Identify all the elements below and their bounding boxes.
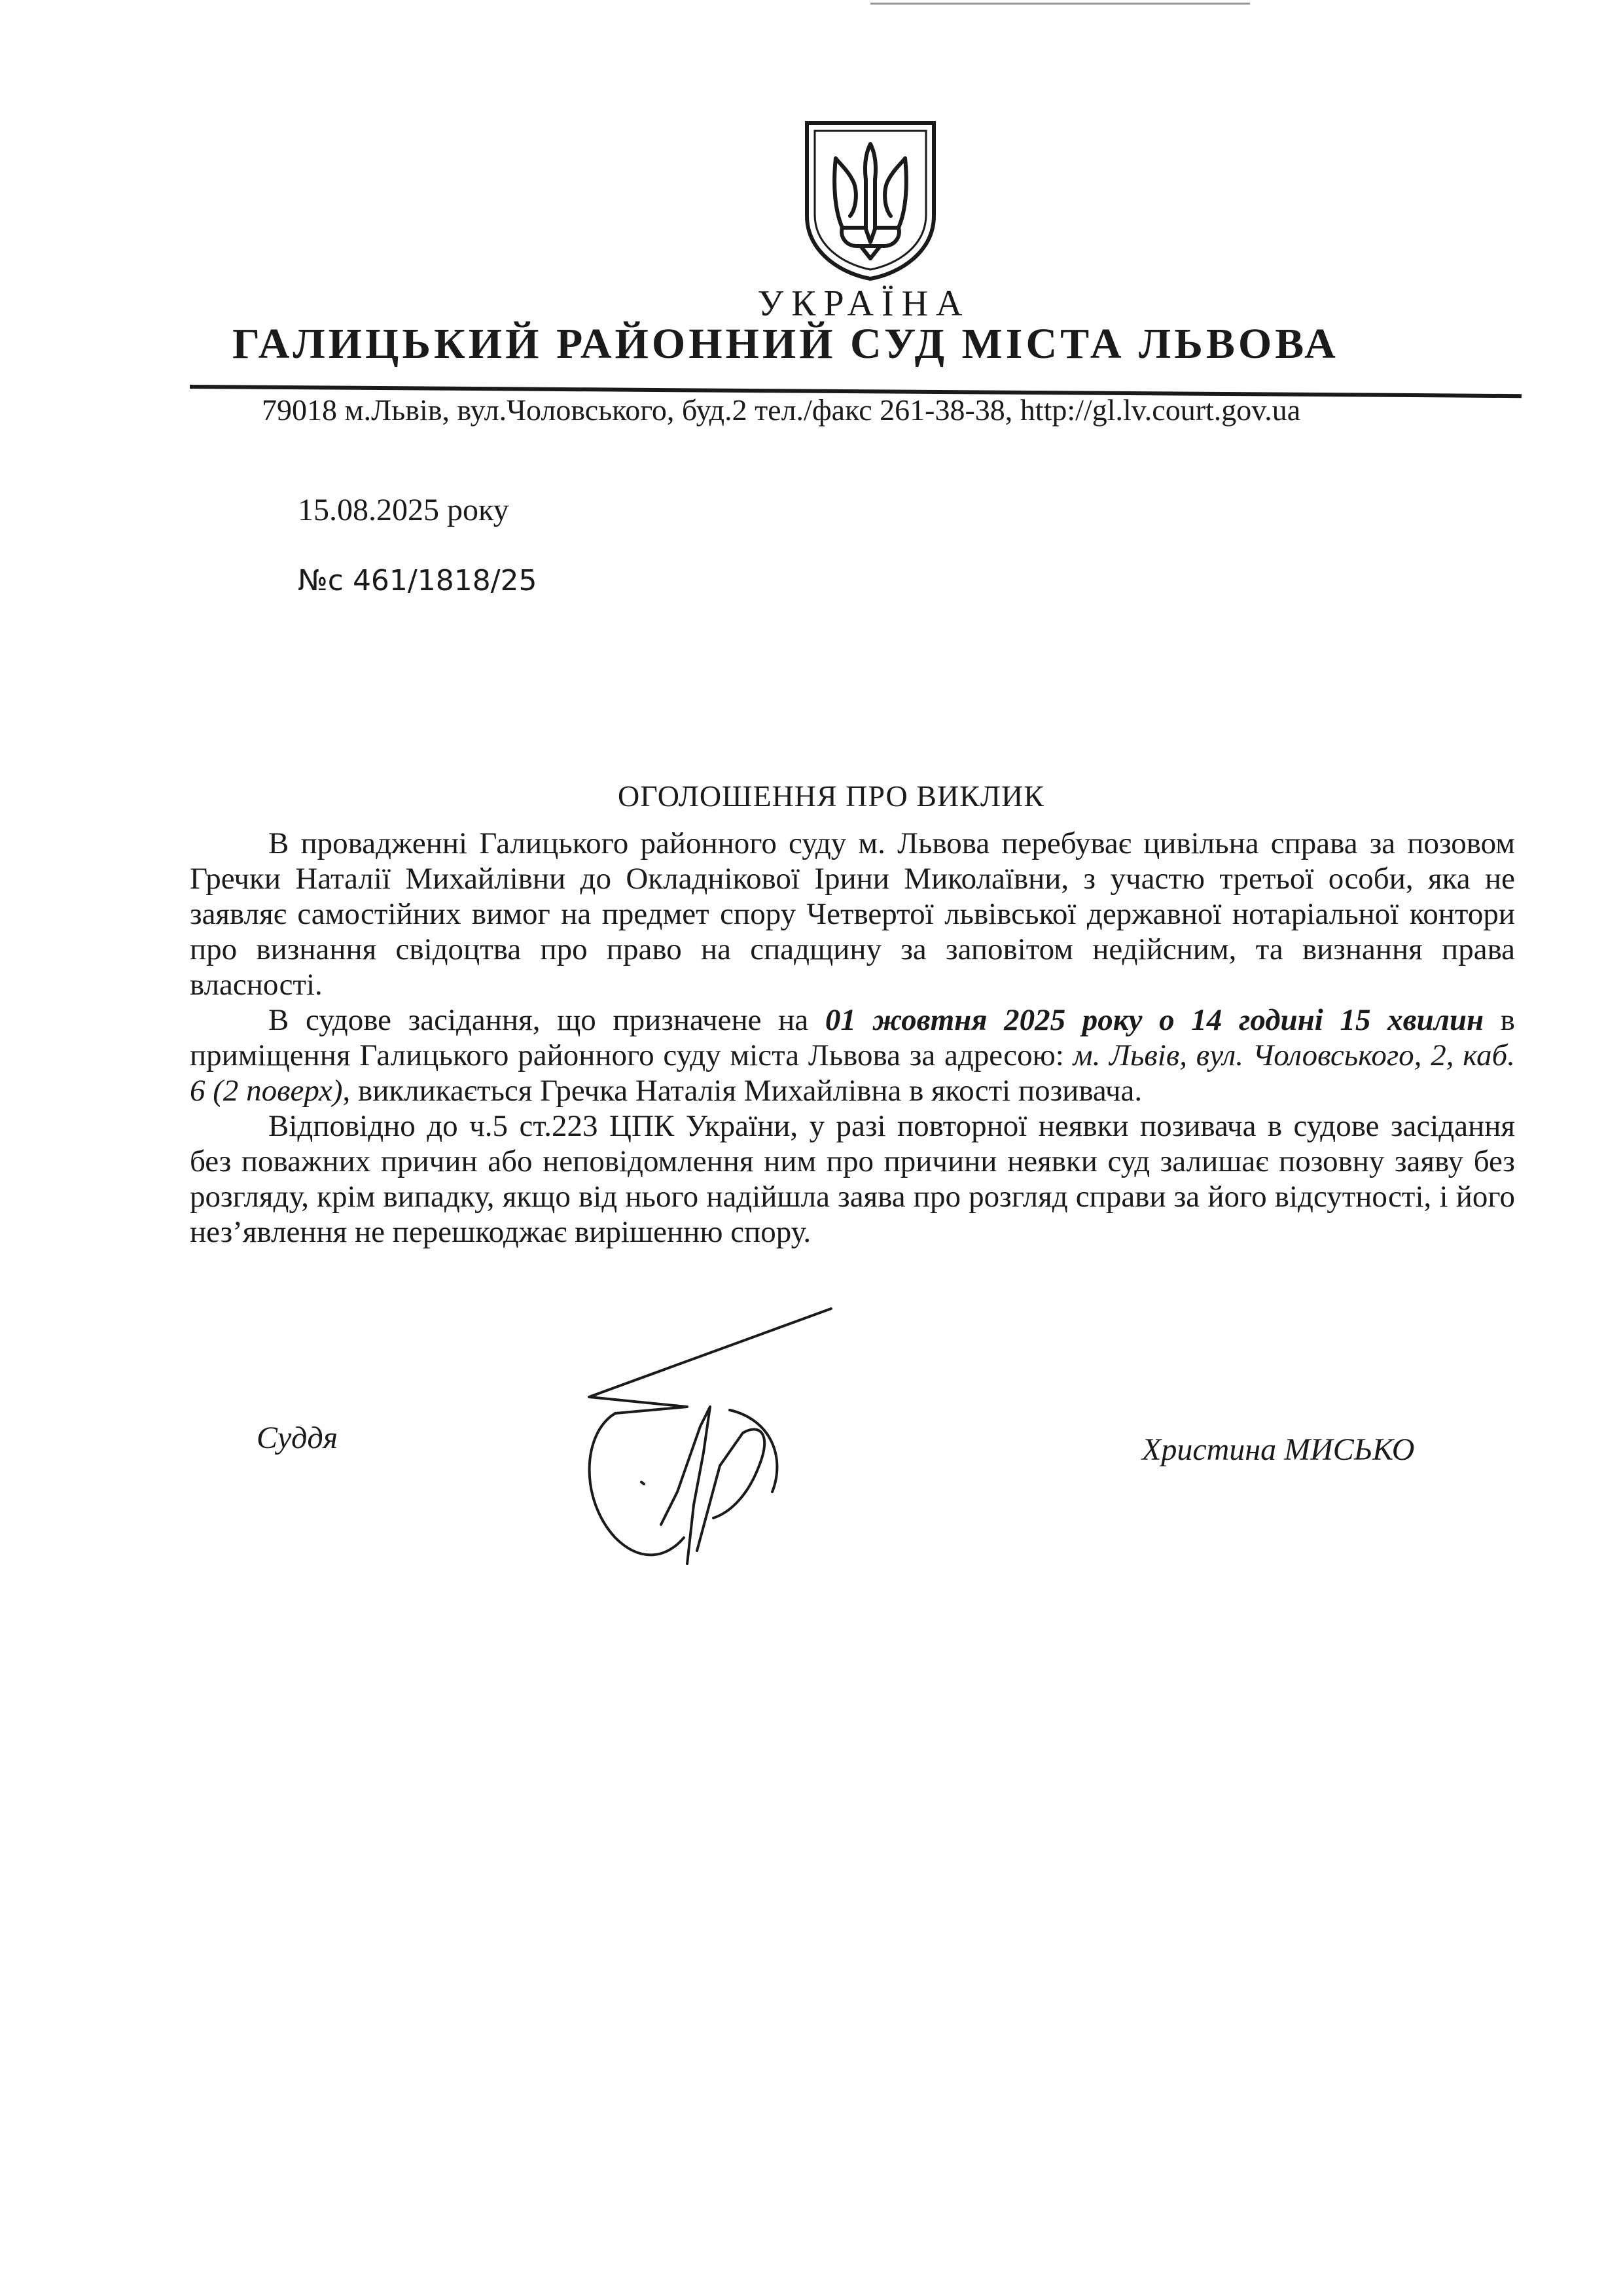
paragraph-case-description: В провадженні Галицького районного суду м. Львова перебуває цивільна справа за позовом Гречки Наталії Михайлівни до Окладнікової Ірини Миколаївни, з участю третьої особи, яка не заявляє самостійних вимог на предмет спору Четвертої львівської державної нотаріальної контори про визнання свідоцтва про право на спадщину за заповітом недійсним, та визнання права власності.	[190, 826, 1515, 1002]
court-address: 79018 м.Львів, вул.Чоловського, буд.2 тел./факс 261-38-38, http://gl.lv.court.gov.ua	[262, 393, 1301, 427]
document-body	[190, 826, 1515, 1250]
hearing-venue: м. Львів, вул. Чоловського, 2, каб. 6 (2 поверх)	[190, 1038, 1515, 1108]
case-number: №с 461/1818/25	[298, 564, 537, 597]
paragraph-hearing-summons	[190, 1002, 1515, 1108]
paragraph-legal-notice: Відповідно до ч.5 ст.223 ЦПК України, у разі повторної неявки позивача в судове засідання без поважних причин або неповідомлення ним про причини неявки суд залишає позовну заяву без розгляду, крім випадку, якщо від нього надійшла заява про розгляд справи за його відсутності, і його нез’явлення не перешкоджає вирішенню спору.	[190, 1109, 1515, 1249]
handwritten-signature	[563, 1302, 838, 1583]
judge-title: Суддя	[257, 1421, 338, 1455]
summons-text-party: , викликається Гречка Наталія Михайлівна в якості позивача.	[342, 1074, 1143, 1108]
country-heading: УКРАЇНА	[757, 283, 971, 324]
document-date: 15.08.2025 року	[298, 493, 509, 527]
coat-of-arms-trident-icon	[802, 118, 939, 281]
summons-text-intro: В судове засідання, що призначене на	[268, 1003, 825, 1037]
summons-text-venue-intro: в приміщення Галицького районного суду міста Львова за адресою:	[190, 1003, 1515, 1072]
document-title: ОГОЛОШЕННЯ ПРО ВИКЛИК	[618, 779, 1044, 813]
court-name-heading: ГАЛИЦЬКИЙ РАЙОННИЙ СУД МІСТА ЛЬВОВА	[232, 320, 1339, 368]
scan-edge-line	[870, 3, 1250, 5]
hearing-datetime: 01 жовтня 2025 року о 14 годині 15 хвилин	[825, 1003, 1484, 1037]
judge-name: Христина МИСЬКО	[1142, 1432, 1415, 1467]
